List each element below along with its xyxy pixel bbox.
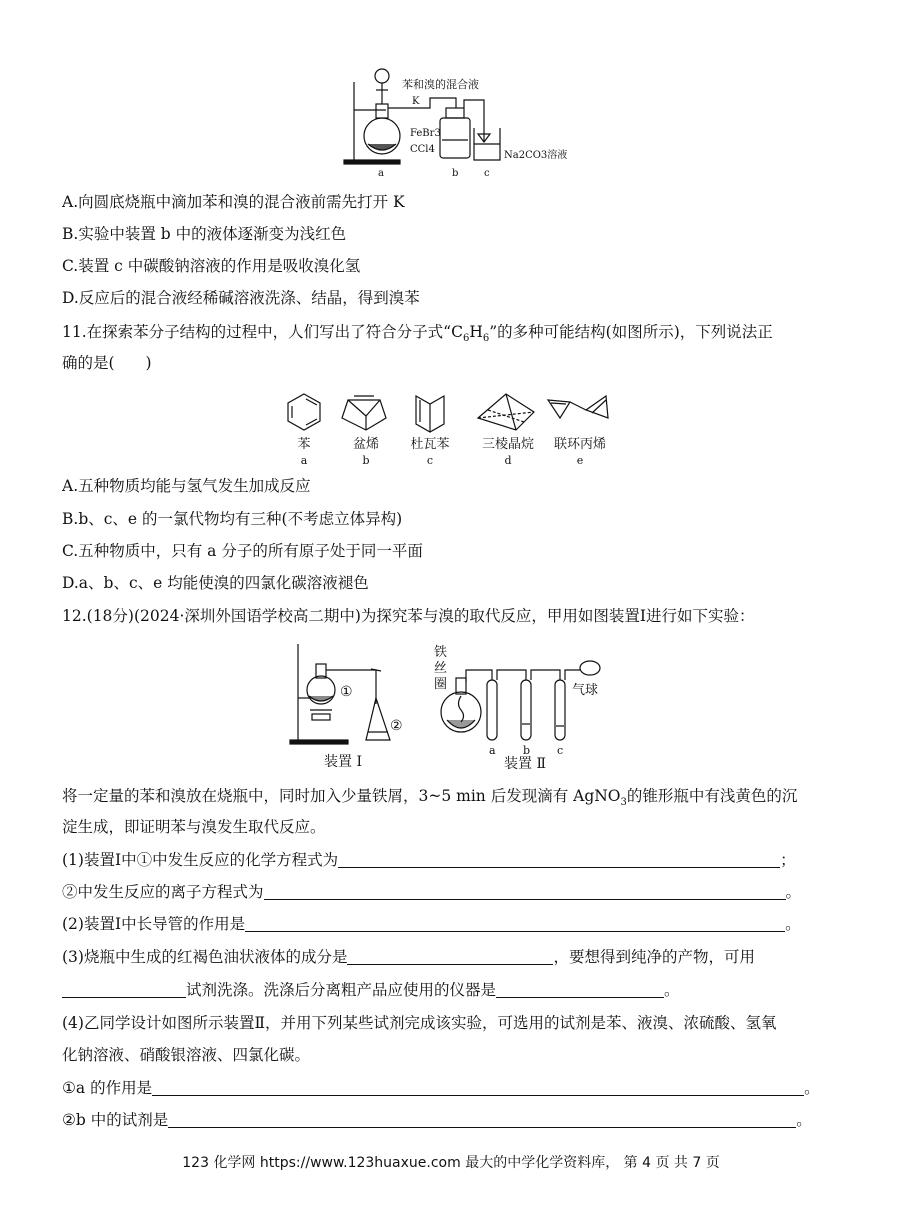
structure-letter-b: b xyxy=(362,454,370,467)
na2co3-label: Na2CO3溶液 xyxy=(504,150,568,161)
structure-name-b: 盆烯 xyxy=(352,437,380,452)
q10-option-b: B.实验中装置 b 中的液体逐渐变为浅红色 xyxy=(62,225,347,243)
fig10-letter-b: b xyxy=(452,168,459,179)
fig1-mark-1: ① xyxy=(340,684,353,700)
answer-blank-3[interactable] xyxy=(245,915,785,932)
apparatus-figure-2 xyxy=(430,640,620,772)
q10-option-d: D.反应后的混合液经稀碱溶液洗涤、结晶，得到溴苯 xyxy=(62,289,420,307)
q10-option-a: A.向圆底烧瓶中滴加苯和溴的混合液前需先打开 K xyxy=(62,193,405,211)
q12-para1: 将一定量的苯和溴放在烧瓶中，同时加入少量铁屑，3~5 min 后发现滴有 AgNO$_3$的锥形瓶中有浅黄色的沉 xyxy=(62,787,798,809)
fig10-letter-a: a xyxy=(378,168,384,179)
answer-blank-7[interactable] xyxy=(152,1079,804,1096)
fig1-label: 装置 Ⅰ xyxy=(324,754,362,770)
ccl4-label: CCl4 xyxy=(410,144,435,155)
structure-letter-d: d xyxy=(504,454,512,467)
q12-para2: 淀生成，即证明苯与溴发生取代反应。 xyxy=(62,818,326,836)
q12-sub3-line2: 试剂洗涤。洗涤后分离粗产品应使用的仪器是 。 xyxy=(62,980,680,1000)
fig2-letter-c: c xyxy=(557,744,564,757)
q11-option-c: C.五种物质中，只有 a 分子的所有原子处于同一平面 xyxy=(62,542,423,560)
structure-name-c: 杜瓦苯 xyxy=(410,437,450,452)
answer-blank-2[interactable] xyxy=(264,883,786,900)
q12-sub4-1: ①a 的作用是 。 xyxy=(62,1079,820,1097)
fig10-letter-c: c xyxy=(484,168,490,179)
structure-name-a: 苯 xyxy=(297,437,311,452)
k-valve-label: K xyxy=(412,96,420,107)
fig2-iron-2: 丝 xyxy=(434,661,448,676)
structure-name-d: 三棱晶烷 xyxy=(481,437,535,452)
q12-sub3-line1: (3)烧瓶中生成的红褐色油状液体的成分是 ，要想得到纯净的产物，可用 xyxy=(62,948,755,966)
fig1-mark-2: ② xyxy=(390,718,403,734)
answer-blank-8[interactable] xyxy=(168,1111,796,1128)
q11-option-d: D.a、b、c、e 均能使溴的四氯化碳溶液褪色 xyxy=(62,574,369,592)
structure-letter-e: e xyxy=(576,454,584,467)
fig2-letter-b: b xyxy=(523,744,531,757)
answer-blank-1[interactable] xyxy=(338,851,780,868)
febr3-label: FeBr3 xyxy=(410,128,441,139)
fig2-letter-a: a xyxy=(489,744,496,757)
q11-stem-line2: 确的是( ) xyxy=(62,354,152,372)
q12-sub4-line1: (4)乙同学设计如图所示装置Ⅱ，并用下列某些试剂完成该实验，可选用的试剂是苯、液溴、浓硫酸、氢氧 xyxy=(62,1014,777,1032)
structure-letter-c: c xyxy=(426,454,434,467)
apparatus-figure-1 xyxy=(286,640,416,772)
q12-sub1-2: ②中发生反应的离子方程式为 。 xyxy=(62,883,802,901)
q11-option-b: B.b、c、e 的一氯代物均有三种(不考虑立体异构) xyxy=(62,510,403,528)
apparatus-figure-q10 xyxy=(338,64,578,180)
structure-name-e: 联环丙烯 xyxy=(553,437,607,452)
fig2-label: 装置 Ⅱ xyxy=(504,756,546,772)
mixture-label: 苯和溴的混合液 xyxy=(402,78,479,91)
answer-blank-4[interactable] xyxy=(347,948,553,965)
answer-blank-5[interactable] xyxy=(62,981,186,998)
benzene-isomers-figure xyxy=(280,386,630,470)
fig2-balloon-label: 气球 xyxy=(572,683,599,698)
q10-option-c: C.装置 c 中碳酸钠溶液的作用是吸收溴化氢 xyxy=(62,257,361,275)
q12-sub4-2: ②b 中的试剂是 。 xyxy=(62,1111,812,1129)
q12-sub2: (2)装置Ⅰ中长导管的作用是 。 xyxy=(62,915,801,933)
fig2-iron-3: 圈 xyxy=(434,677,448,692)
page-footer: 123 化学网 https://www.123huaxue.com 最大的中学化学资料库， 第 4 页 共 7 页 xyxy=(182,1155,720,1171)
q12-sub1-1: (1)装置Ⅰ中①中发生反应的化学方程式为 ； xyxy=(62,851,796,869)
answer-blank-6[interactable] xyxy=(496,981,664,998)
q11-option-a: A.五种物质均能与氢气发生加成反应 xyxy=(62,477,311,495)
q12-sub4-line2: 化钠溶液、硝酸银溶液、四氯化碳。 xyxy=(62,1046,311,1064)
q12-stem: 12.(18分)(2024·深圳外国语学校高二期中)为探究苯与溴的取代反应，甲用如图装置Ⅰ进行如下实验： xyxy=(62,607,755,625)
structure-letter-a: a xyxy=(300,454,308,467)
fig2-iron-1: 铁 xyxy=(434,645,448,660)
q11-stem-line1: 11.在探索苯分子结构的过程中，人们写出了符合分子式“$C_6H_6$”的多种可能结构(如图所示)，下列说法正 xyxy=(62,323,773,345)
